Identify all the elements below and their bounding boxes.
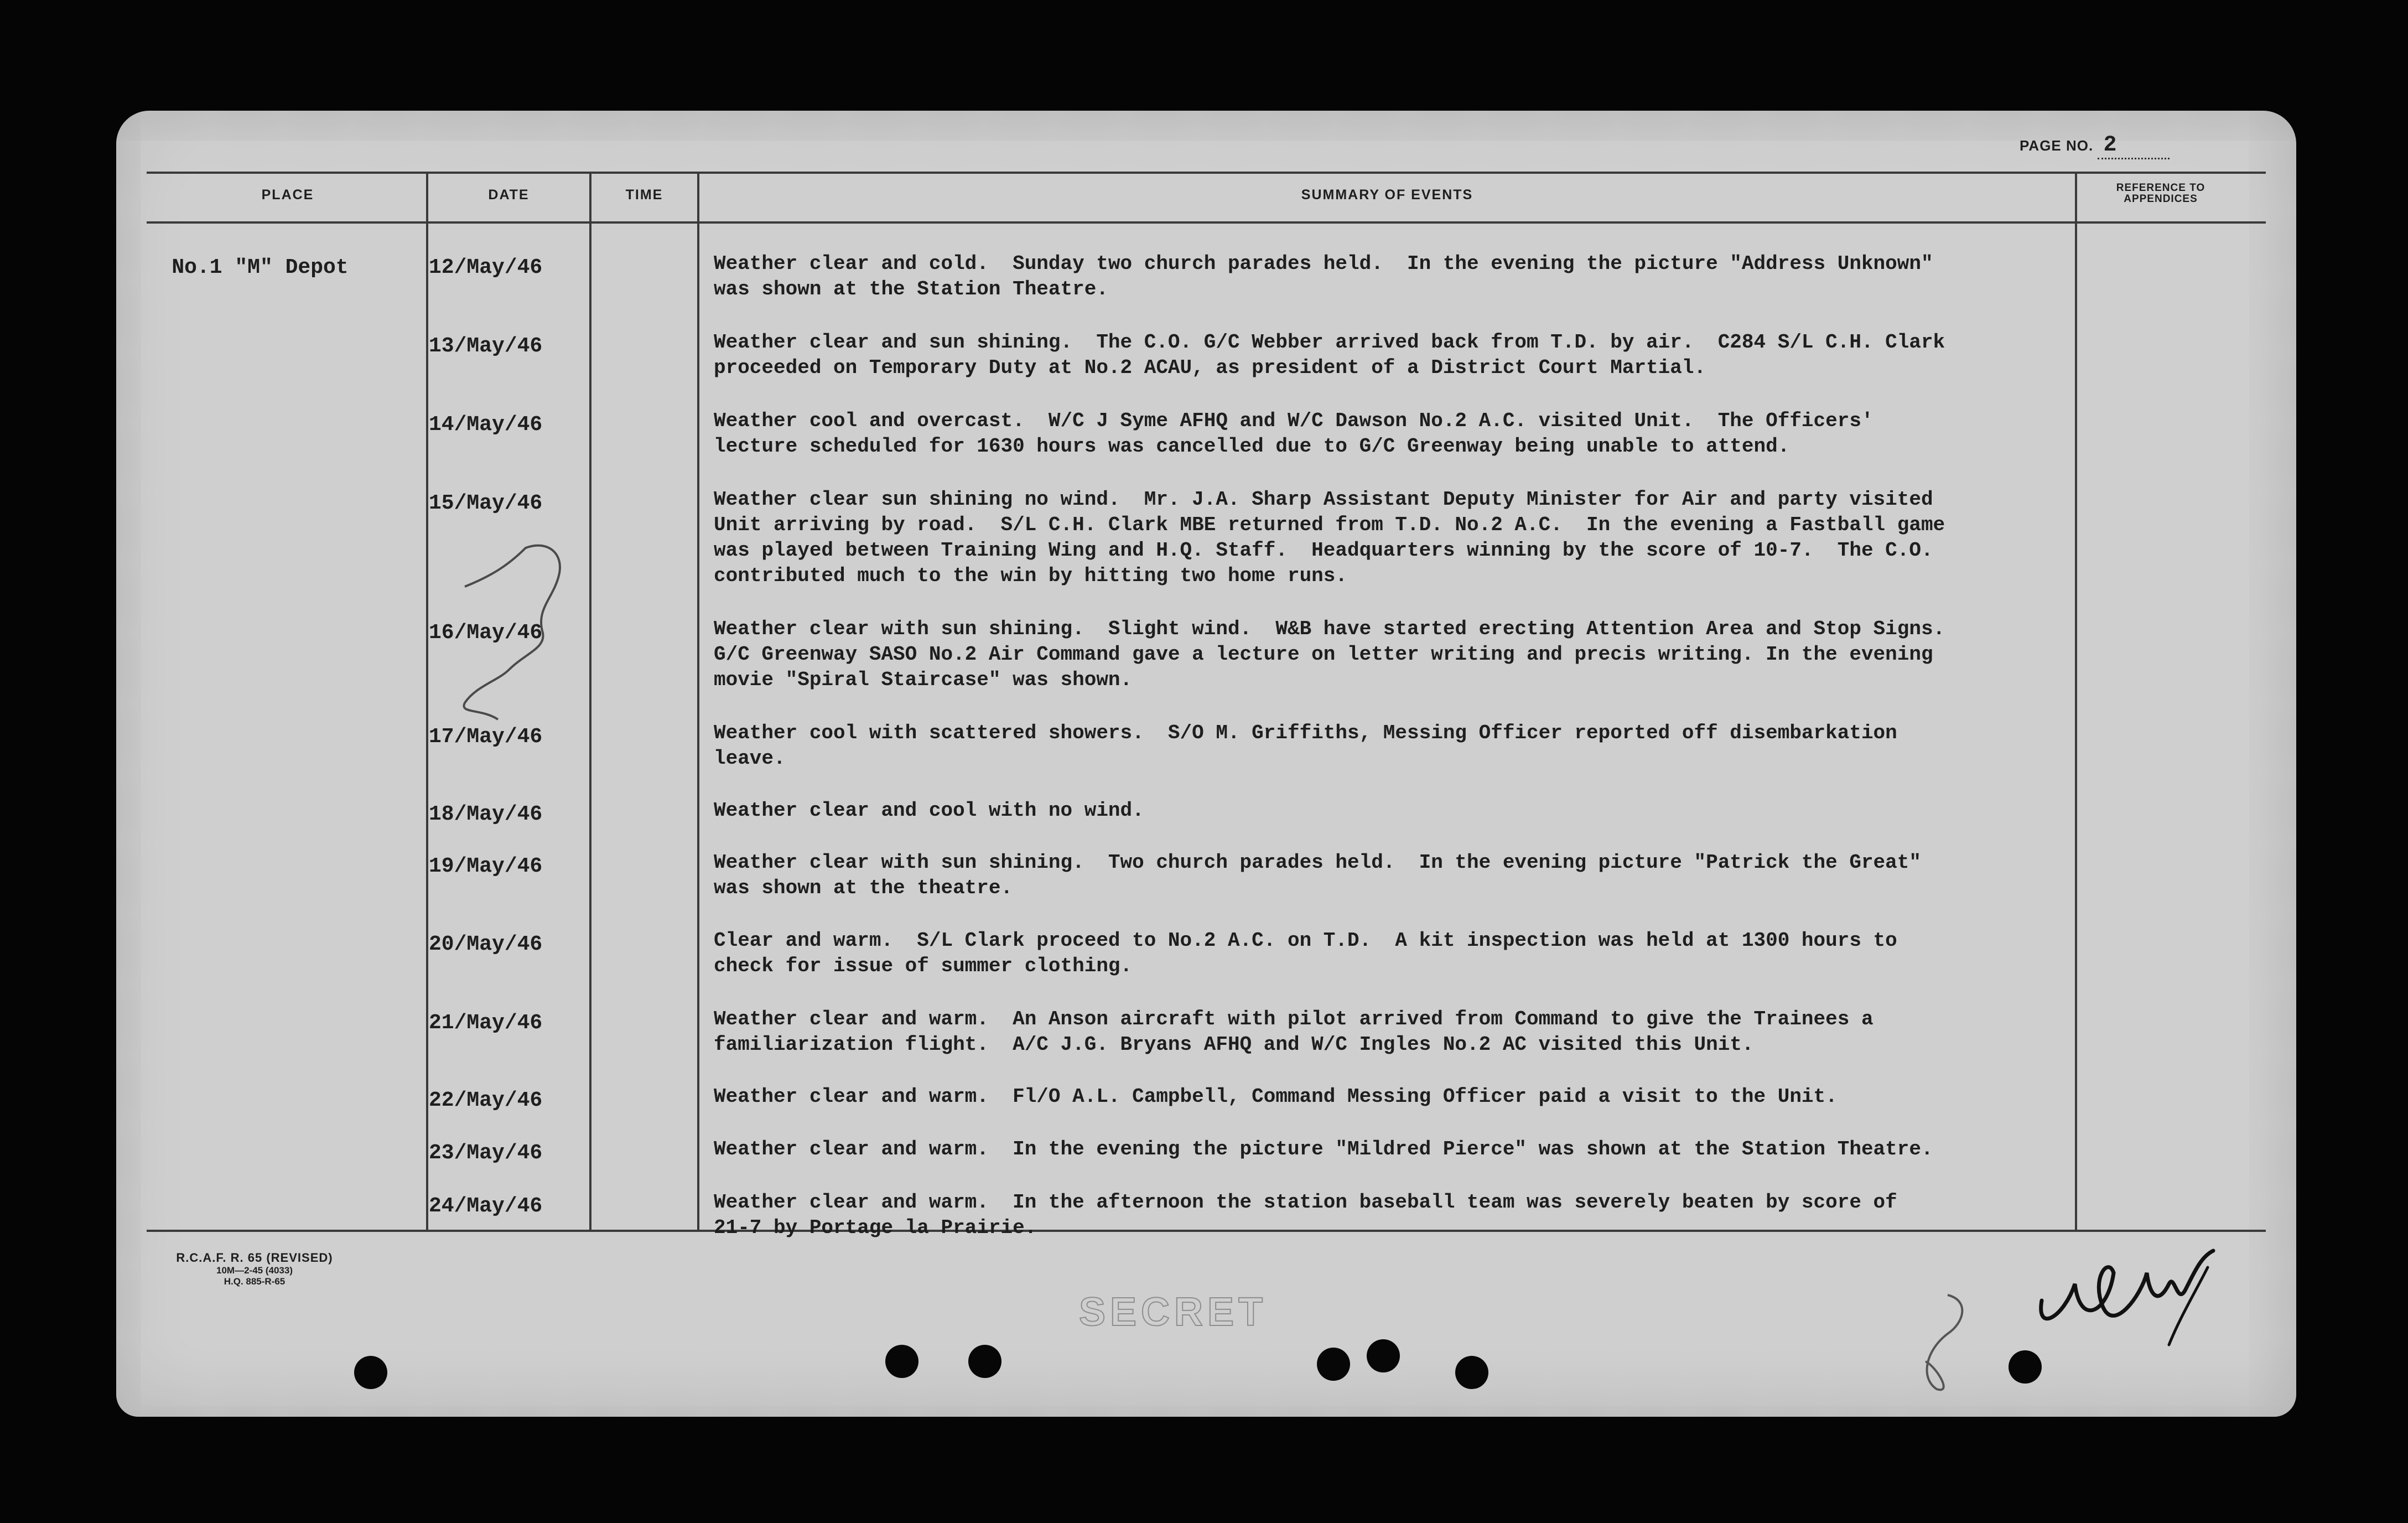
form-footer	[149, 1251, 360, 1287]
entry-summary: Weather clear and cool with no wind.	[714, 799, 1144, 822]
header-time: TIME	[625, 187, 663, 203]
header-summary: SUMMARY OF EVENTS	[1301, 187, 1473, 203]
entry-date: 22/May/46	[429, 1089, 543, 1112]
table-top-rule	[147, 172, 2266, 174]
entry-date: 23/May/46	[429, 1141, 543, 1165]
punch-hole-icon	[1367, 1339, 1400, 1372]
entry-summary: Weather clear and warm. In the afternoon the station baseball team was severely beaten by score of 21-7 by Portage la Prairie.	[714, 1191, 1897, 1239]
page-number	[2020, 133, 2170, 159]
entry-summary: Weather cool with scattered showers. S/O M. Griffiths, Messing Officer reported off disembarkation leave.	[714, 722, 1897, 770]
page-number-value: 2	[2098, 133, 2170, 159]
entry-summary: Weather clear and cold. Sunday two church parades held. In the evening the picture "Address Unknown" was shown at the Station Theatre.	[714, 252, 1933, 301]
entry-summary: Weather clear and warm. In the evening the picture "Mildred Pierce" was shown at the Station Theatre.	[714, 1138, 1933, 1161]
page-number-label: PAGE NO.	[2020, 137, 2094, 154]
entry-date: 15/May/46	[429, 491, 543, 515]
punch-hole-icon	[1317, 1348, 1350, 1381]
signature-icon	[2031, 1190, 2263, 1356]
entry-summary: Weather clear and sun shining. The C.O. G/C Webber arrived back from T.D. by air. C284 S/L C.H. Clark proceeded on Temporary Duty at No.2 ACAU, as president of a District Court Martial.	[714, 331, 1945, 379]
entry-summary: Weather clear sun shining no wind. Mr. J.A. Sharp Assistant Deputy Minister for Air and party visited Unit arriving by road. S/L C.H. Clark MBE returned from T.D. No.2 A.C. In the evening a Fastball game was played between Training Wing and H.Q. Staff. Headquarters winning by the score of 10-7. The C.O. contributed much to the win by hitting two home runs.	[714, 488, 1945, 587]
divider-time-summary	[697, 173, 699, 1230]
header-date: DATE	[488, 187, 530, 203]
punch-hole-icon	[885, 1345, 918, 1378]
punch-hole-icon	[1455, 1356, 1488, 1389]
entry-date: 13/May/46	[429, 334, 543, 358]
entry-date: 19/May/46	[429, 854, 543, 878]
entry-date: 20/May/46	[429, 933, 543, 956]
entry-summary: Weather cool and overcast. W/C J Syme AFHQ and W/C Dawson No.2 A.C. visited Unit. The Officers' lecture scheduled for 1630 hours was cancelled due to G/C Greenway being unable to attend.	[714, 410, 1874, 458]
form-id: R.C.A.F. R. 65 (REVISED)	[176, 1251, 333, 1265]
header-reference: REFERENCE TO APPENDICES	[2116, 182, 2205, 205]
entry-summary: Weather clear and warm. An Anson aircraft with pilot arrived from Command to give the Trainees a familiarization flight. A/C J.G. Bryans AFHQ and W/C Ingles No.2 AC visited this Unit.	[714, 1008, 1874, 1056]
punch-hole-icon	[354, 1356, 387, 1389]
entry-summary: Weather clear and warm. Fl/O A.L. Campbell, Command Messing Officer paid a visit to the Unit.	[714, 1085, 1838, 1108]
entry-date: 17/May/46	[429, 725, 543, 749]
punch-hole-icon	[2009, 1350, 2042, 1384]
entry-summary: Clear and warm. S/L Clark proceed to No.2 A.C. on T.D. A kit inspection was held at 1300 hours to check for issue of summer clothing.	[714, 929, 1897, 977]
header-bottom-rule	[147, 221, 2266, 224]
entry-date: 16/May/46	[429, 621, 543, 645]
form-line-2: 10M—2-45 (4033)	[216, 1265, 293, 1276]
diary-page	[116, 111, 2296, 1417]
divider-place-date	[426, 173, 428, 1230]
place-value: No.1 "M" Depot	[172, 256, 349, 279]
header-place: PLACE	[261, 187, 314, 203]
entry-date: 21/May/46	[429, 1011, 543, 1035]
pencil-scribble-icon	[443, 542, 609, 819]
entry-date: 18/May/46	[429, 802, 543, 826]
punch-hole-icon	[968, 1345, 1001, 1378]
entry-summary: Weather clear with sun shining. Two church parades held. In the evening picture "Patrick the Great" was shown at the theatre.	[714, 851, 1921, 899]
entry-date: 24/May/46	[429, 1194, 543, 1218]
entry-summary: Weather clear with sun shining. Slight wind. W&B have started erecting Attention Area and Stop Signs. G/C Greenway SASO No.2 Air Command gave a lecture on letter writing and precis writing. In the evening movie "Spiral Staircase" was shown.	[714, 618, 1945, 691]
pencil-mark-icon	[1903, 1289, 1981, 1400]
entry-date: 14/May/46	[429, 413, 543, 437]
secret-stamp: SECRET	[1079, 1290, 1268, 1334]
form-line-3: H.Q. 885-R-65	[224, 1276, 286, 1287]
entry-date: 12/May/46	[429, 256, 543, 279]
